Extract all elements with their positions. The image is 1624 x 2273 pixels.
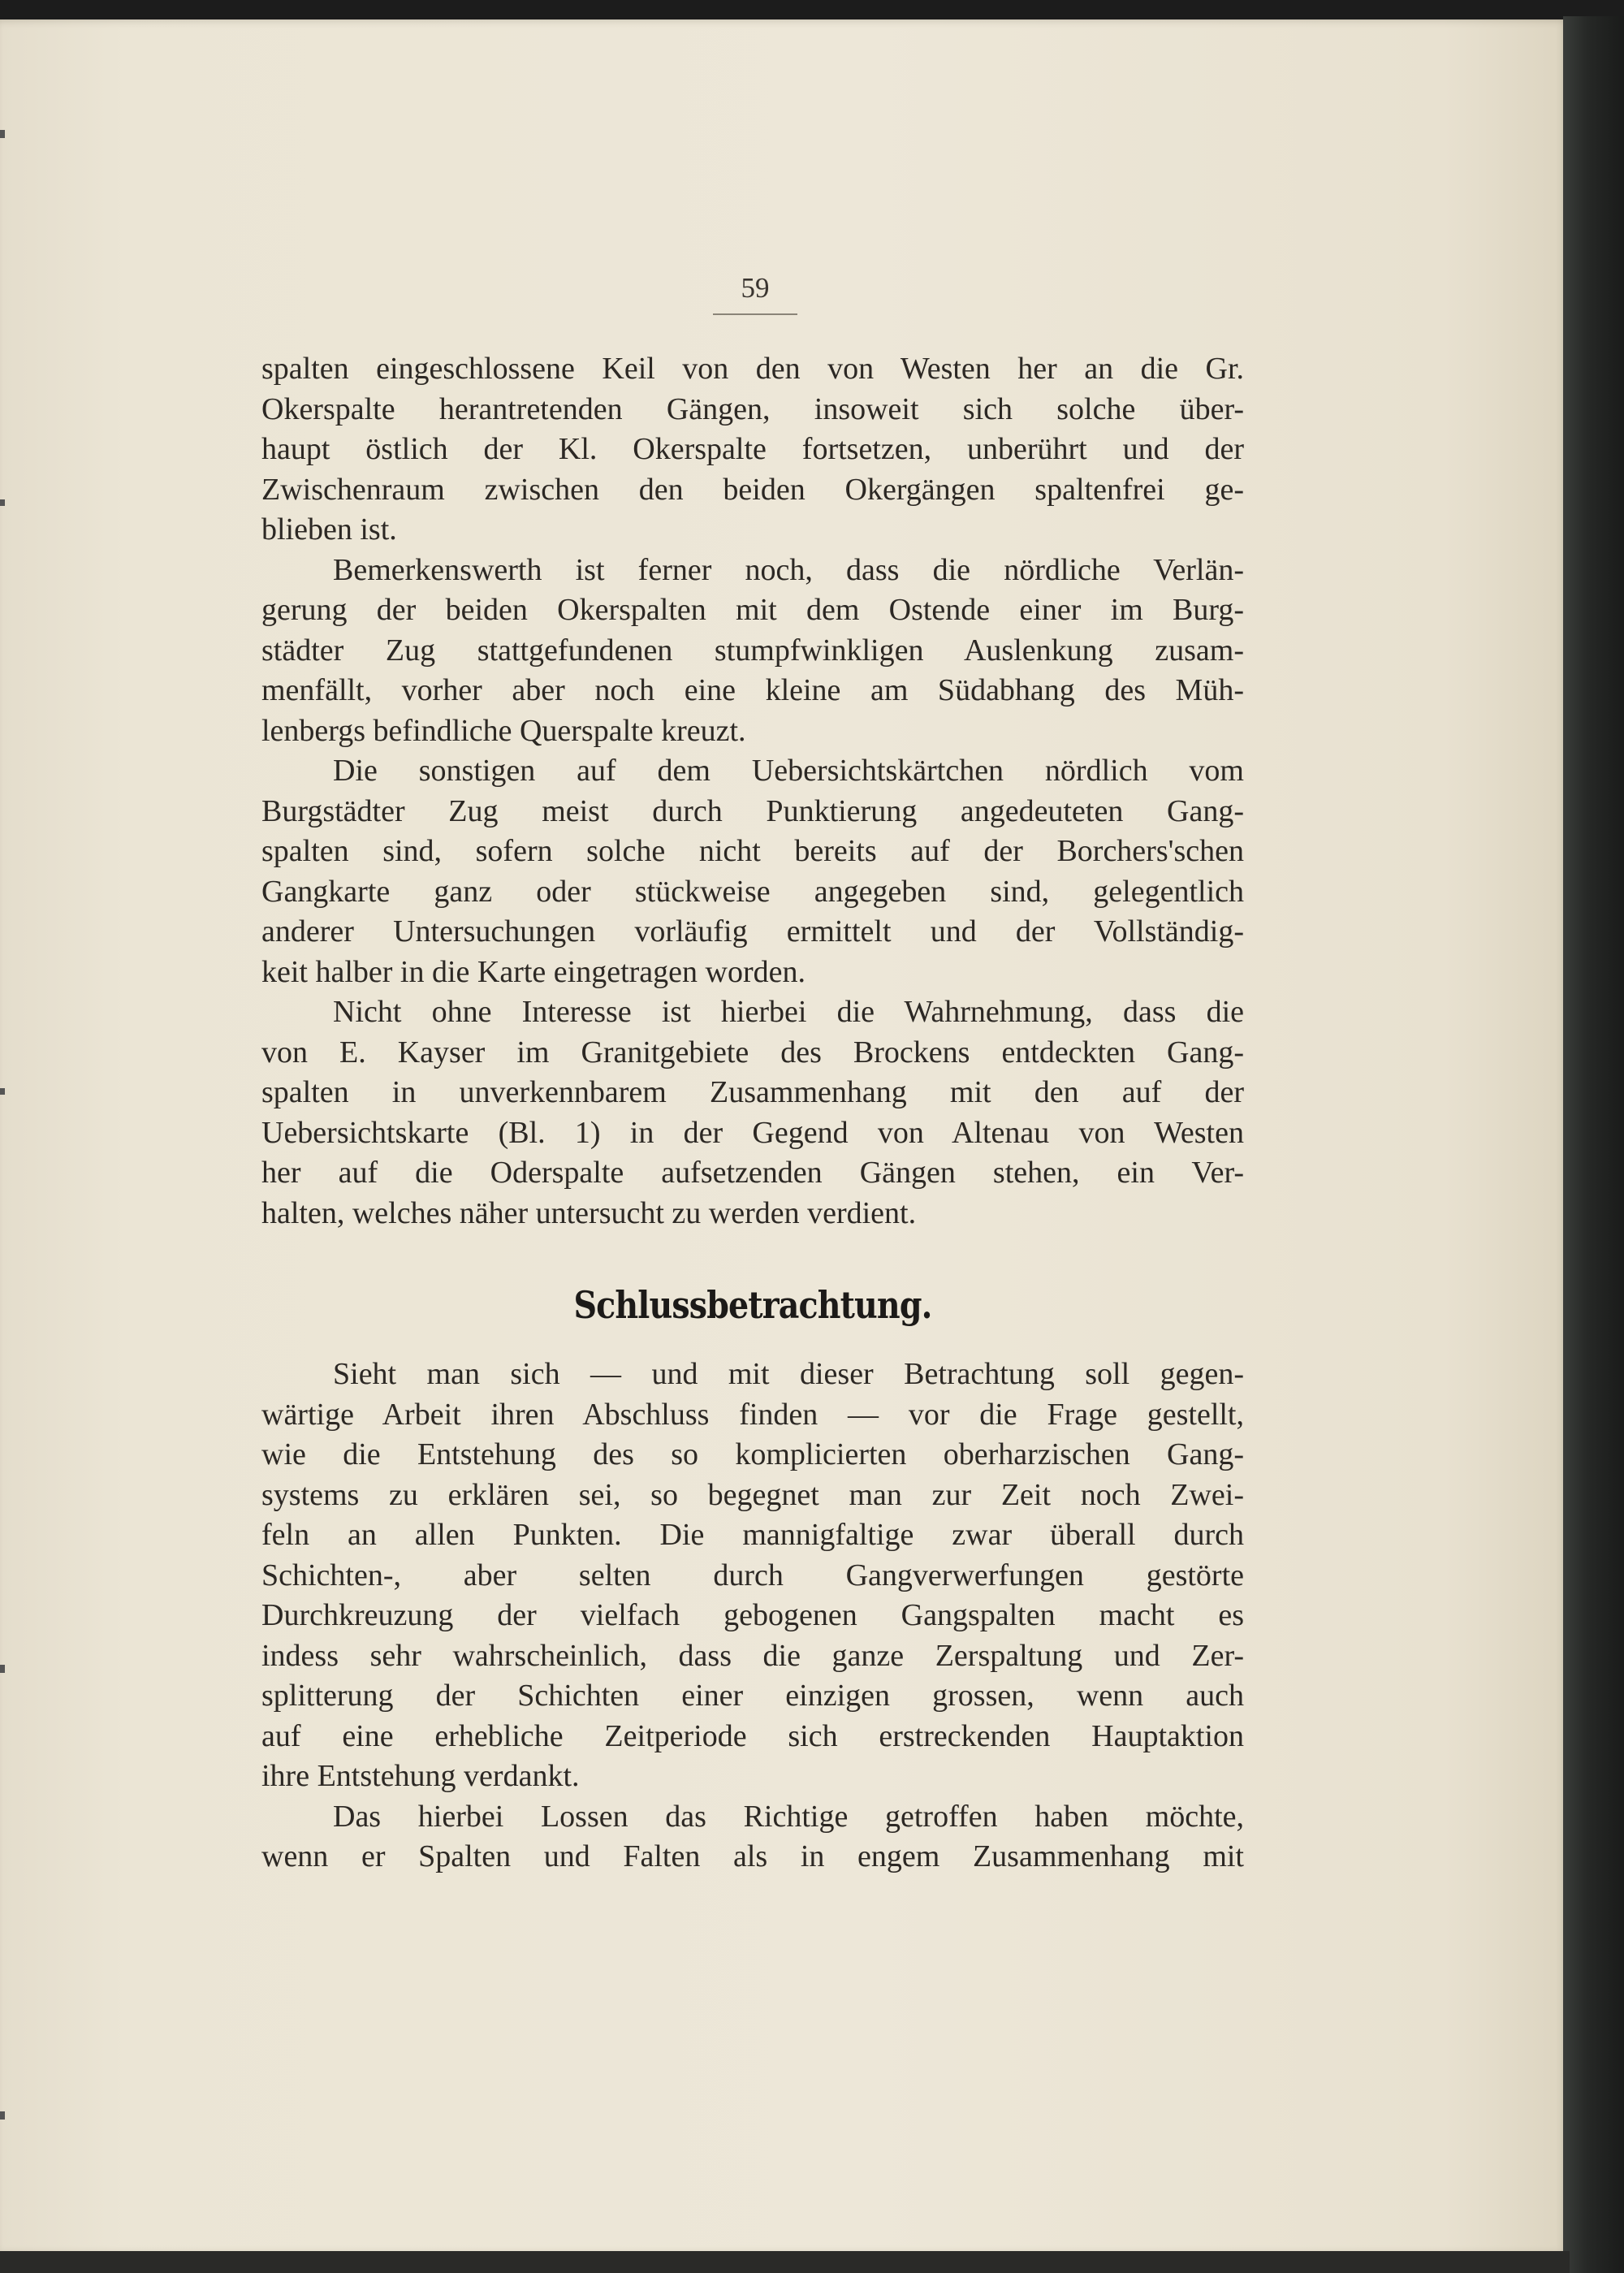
text-line: Durchkreuzung der vielfach gebogenen Gangspalten macht es: [261, 1598, 1244, 1632]
text-line: Zwischenraum zwischen den beiden Okergängen spaltenfrei ge-: [261, 472, 1244, 507]
scan-edge-mark: [0, 1665, 5, 1673]
text-line: feln an allen Punkten. Die mannigfaltige zwar überall durch: [261, 1518, 1244, 1552]
text-line: anderer Untersuchungen vorläufig ermittelt und der Vollständig-: [261, 914, 1244, 949]
text-line: Das hierbei Lossen das Richtige getroffen haben möchte,: [333, 1799, 1244, 1834]
page-number: 59: [741, 272, 770, 304]
section-2-paragraphs: [261, 1355, 1244, 1878]
text-line: indess sehr wahrscheinlich, dass die ganze Zerspaltung und Zer-: [261, 1638, 1244, 1673]
page-number-rule: [713, 313, 797, 315]
text-line: Gangkarte ganz oder stückweise angegeben sind, gelegentlich: [261, 874, 1244, 909]
text-line: Burgstädter Zug meist durch Punktierung angedeuteten Gang-: [261, 793, 1244, 828]
text-line: spalten eingeschlossene Keil von den von Westen her an die Gr.: [261, 352, 1244, 386]
text-line: Uebersichtskarte (Bl. 1) in der Gegend von Altenau von Westen: [261, 1115, 1244, 1150]
text-line: städter Zug stattgefundenen stumpfwinkligen Auslenkung zusam-: [261, 633, 1244, 668]
scan-edge-mark: [0, 499, 5, 506]
text-line: Okerspalte herantretenden Gängen, insoweit sich solche über-: [261, 391, 1244, 426]
section-heading: Schlussbetrachtung.: [573, 1283, 932, 1327]
text-line: Nicht ohne Interesse ist hierbei die Wahrnehmung, dass die: [333, 995, 1244, 1029]
text-line: lenbergs befindliche Querspalte kreuzt.: [261, 713, 746, 748]
scan-edge-mark: [0, 130, 5, 138]
text-line: Die sonstigen auf dem Uebersichtskärtchen nördlich vom: [333, 754, 1244, 788]
text-line: spalten sind, sofern solche nicht bereits auf der Borchers'schen: [261, 834, 1244, 868]
text-line: spalten in unverkennbarem Zusammenhang mit den auf der: [261, 1075, 1244, 1109]
scan-edge-mark: [0, 1088, 5, 1095]
text-line: ihre Entstehung verdankt.: [261, 1759, 580, 1793]
text-line: keit halber in die Karte eingetragen worden.: [261, 954, 806, 989]
text-line: halten, welches näher untersucht zu werden verdient.: [261, 1195, 917, 1230]
text-line: haupt östlich der Kl. Okerspalte fortsetzen, unberührt und der: [261, 432, 1244, 466]
text-line: von E. Kayser im Granitgebiete des Brockens entdeckten Gang-: [261, 1035, 1244, 1070]
book-cover-edge: [1563, 16, 1624, 2273]
scan-bottom-border: [0, 2251, 1570, 2273]
text-line: wie die Entstehung des so komplicierten oberharzischen Gang-: [261, 1437, 1244, 1471]
section-1-paragraphs: [261, 349, 1244, 1234]
scan-edge-mark: [0, 2111, 5, 2120]
text-line: menfällt, vorher aber noch eine kleine am Südabhang des Müh-: [261, 673, 1244, 707]
text-line: Bemerkenswerth ist ferner noch, dass die nördliche Verlän-: [333, 552, 1244, 587]
text-line: wenn er Spalten und Falten als in engem Zusammenhang mit: [261, 1839, 1244, 1873]
scan-top-border: [0, 0, 1624, 21]
text-line: splitterung der Schichten einer einzigen grossen, wenn auch: [261, 1679, 1244, 1713]
text-line: wärtige Arbeit ihren Abschluss finden — vor die Frage gestellt,: [261, 1397, 1244, 1432]
text-line: gerung der beiden Okerspalten mit dem Ostende einer im Burg-: [261, 593, 1244, 627]
text-line: systems zu erklären sei, so begegnet man zur Zeit noch Zwei-: [261, 1477, 1244, 1512]
text-line: auf eine erhebliche Zeitperiode sich erstreckenden Hauptaktion: [261, 1718, 1244, 1753]
text-line: Schichten-, aber selten durch Gangverwerfungen gestörte: [261, 1558, 1244, 1592]
text-line: blieben ist.: [261, 512, 397, 547]
text-line: Sieht man sich — und mit dieser Betrachtung soll gegen-: [333, 1357, 1244, 1391]
text-line: her auf die Oderspalte aufsetzenden Gängen stehen, ein Ver-: [261, 1156, 1244, 1190]
